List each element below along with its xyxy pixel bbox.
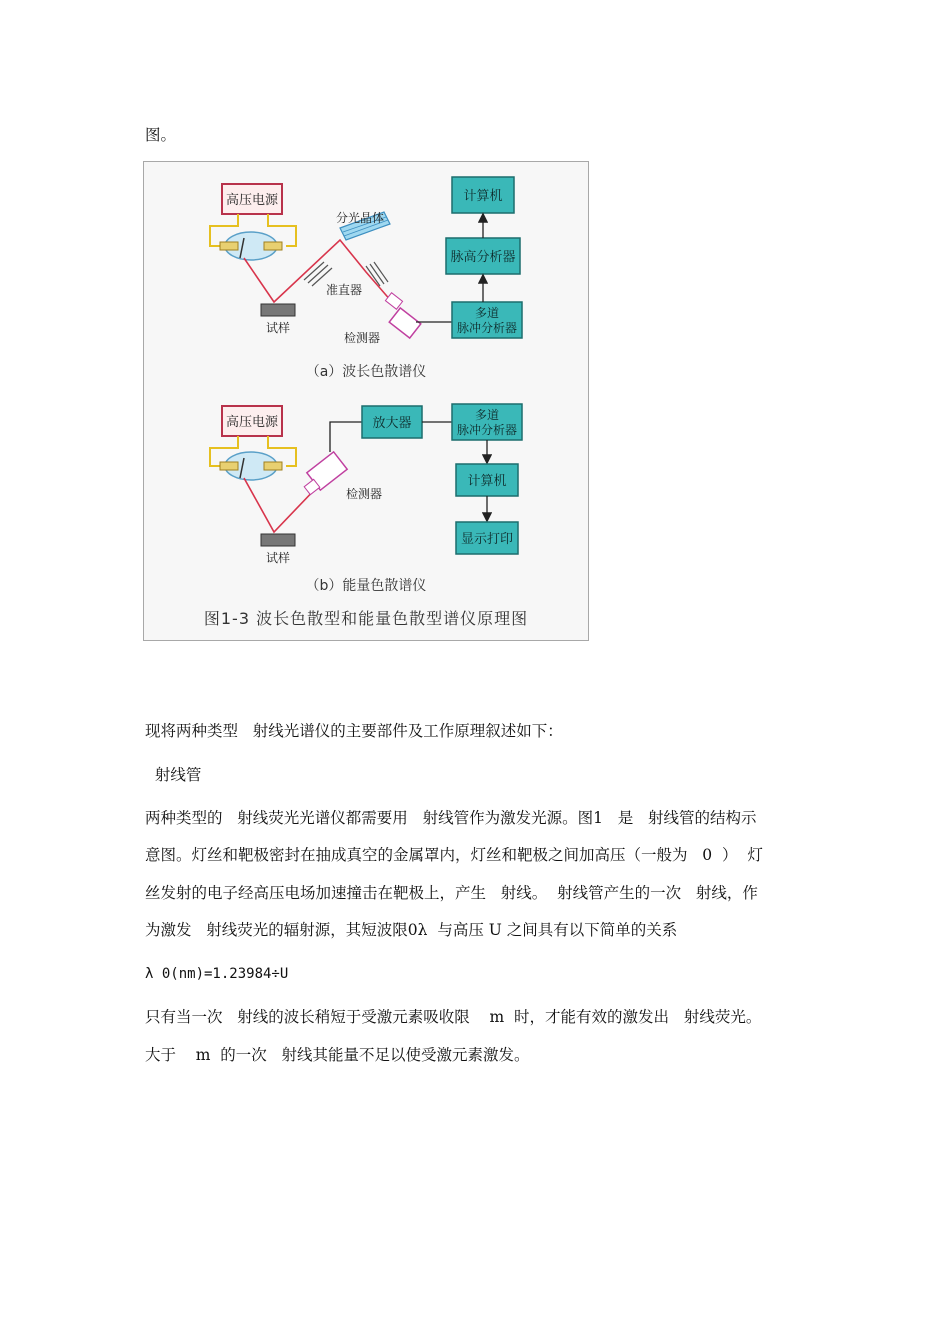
a-detector-label: 检测器: [343, 331, 381, 345]
body-line-6: 只有当一次 射线的波长稍短于受激元素吸收限 m 时，才能有效的激发出 射线荧光。: [145, 1008, 762, 1026]
a-pulse-height-label: 脉高分析器: [450, 250, 516, 265]
figure-caption: 图1-3 波长色散型和能量色散型谱仪原理图: [203, 609, 529, 628]
section-heading: 射线管: [145, 766, 202, 784]
b-panel-label: （b）能量色散谱仪: [305, 578, 427, 594]
b-computer-label: 计算机: [467, 474, 507, 489]
a-xray-tube-icon: [220, 232, 282, 260]
top-text: 图。: [145, 126, 177, 144]
b-multichannel-label-1: 多道: [474, 408, 500, 422]
body-line-5: 为激发 射线荧光的辐射源，其短波限0λ 与高压 U 之间具有以下简单的关系: [145, 921, 678, 939]
b-xray-tube-icon: [220, 452, 282, 480]
b-detector-label: 检测器: [345, 487, 383, 501]
b-detector-icon: [304, 452, 347, 495]
b-sample-label: 试样: [265, 551, 291, 565]
body-line-7: 大于 m 的一次 射线其能量不足以使受激元素激发。: [145, 1046, 530, 1064]
a-detector-icon: [385, 293, 420, 338]
a-sample-label: 试样: [265, 321, 291, 335]
spectrometer-diagram-figure: [143, 161, 589, 641]
a-sample-block: [261, 304, 295, 316]
b-power-supply-label: 高压电源: [225, 415, 279, 430]
a-multichannel-label-2: 脉冲分析器: [456, 321, 518, 335]
a-crystal-label: 分光晶体: [335, 211, 385, 225]
formula-line: λ 0(nm)=1.23984÷U: [145, 966, 289, 982]
body-line-1: 现将两种类型 射线光谱仪的主要部件及工作原理叙述如下：: [145, 722, 563, 740]
a-collimator-label: 准直器: [325, 283, 363, 297]
b-multichannel-label-2: 脉冲分析器: [456, 423, 518, 437]
a-power-supply-label: 高压电源: [225, 193, 279, 208]
b-display-label: 显示打印: [460, 532, 514, 547]
body-line-3: 意图。灯丝和靶极密封在抽成真空的金属罩内，灯丝和靶极之间加高压（一般为 0 ） 灯: [145, 846, 763, 864]
b-sample-block: [261, 534, 295, 546]
a-computer-label: 计算机: [463, 189, 503, 204]
body-line-2: 两种类型的 射线荧光光谱仪都需要用 射线管作为激发光源。图1 是 射线管的结构示: [145, 809, 757, 827]
body-line-4: 丝发射的电子经高压电场加速撞击在靶极上，产生 射线。 射线管产生的一次 射线，作: [145, 884, 758, 902]
a-panel-label: （a）波长色散谱仪: [305, 364, 427, 380]
b-amplifier-label: 放大器: [372, 416, 412, 431]
a-multichannel-label-1: 多道: [474, 306, 500, 320]
